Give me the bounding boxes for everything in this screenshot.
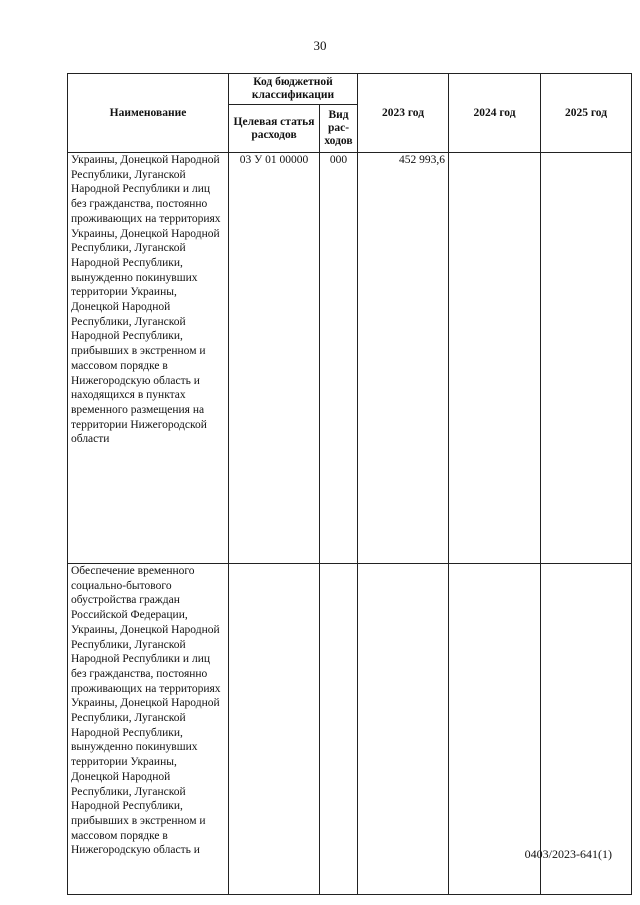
row-code-cell [229, 564, 320, 895]
page-number: 30 [313, 38, 327, 53]
row-name-cell [68, 153, 229, 564]
budget-table [67, 73, 632, 895]
row-name-text: Обеспечение временного социально-бытового обустройства граждан Российской Федерации, Украины, Донецкой Народной Республики, Луганской Народной Республики и лиц без гражданства, постоянно проживающих на территориях Украины, Донецкой Народной Республики, Луганской Народной Республики, вынужденно покинувших территории Украины, Донецкой Народной Республики, Луганской Народной Республики, прибывших в экстренном и массовом порядке в Нижегородскую область и [71, 565, 221, 857]
header-year-2023: 2023 год [358, 74, 449, 153]
header-year-2025: 2025 год [541, 74, 632, 153]
row-code-cell: 03 У 01 00000 [229, 153, 320, 564]
header-target-article: Целевая статья расходов [229, 105, 320, 153]
header-expense-kind: Вид рас-ходов [320, 105, 358, 153]
row-amount-2024 [449, 564, 541, 895]
row-kind-cell: 000 [320, 153, 358, 564]
row-amount-2025 [541, 564, 632, 895]
row-name-text: Украины, Донецкой Народной Республики, Луганской Народной Республики и лиц без гражданства, постоянно проживающих на территориях Украины, Донецкой Народной Республики, Луганской Народной Республики, вынужденно покинувших территории Украины, Донецкой Народной Республики, Луганской Народной Республики, прибывших в экстренном и массовом порядке в Нижегородскую область и находящихся в пунктах временного размещения на территории Нижегородской области [71, 154, 221, 446]
header-code-group: Код бюджетной классификации [229, 74, 358, 105]
table-row [68, 564, 632, 895]
row-kind-cell [320, 564, 358, 895]
row-amount-2023: 452 993,6 [358, 153, 449, 564]
table-row [68, 153, 632, 564]
header-name: Наименование [68, 74, 229, 153]
row-amount-2024 [449, 153, 541, 564]
row-amount-2023 [358, 564, 449, 895]
row-name-cell [68, 564, 229, 895]
document-number: 0403/2023-641(1) [524, 847, 612, 861]
row-amount-2025 [541, 153, 632, 564]
header-year-2024: 2024 год [449, 74, 541, 153]
table-header-row [68, 74, 632, 105]
